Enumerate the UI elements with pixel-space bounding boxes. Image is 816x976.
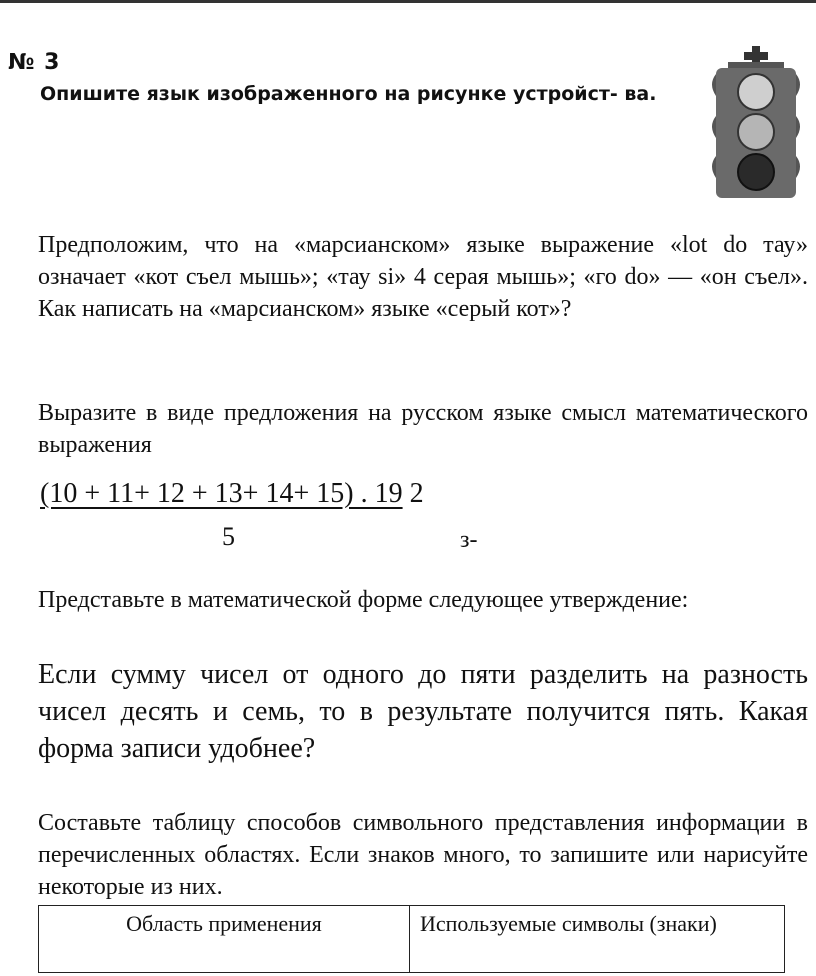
statement-paragraph: Если сумму чисел от одного до пяти разделить на разность чисел десять и семь, то в результате получится пять. Какая форма записи удобнее? xyxy=(38,659,808,764)
table-task-paragraph: Составьте таблицу способов символьного представления информации в перечисленных областях. Если знаков много, то запишите или нарисуйте некоторые из них. xyxy=(38,810,808,900)
formula-denominator-left: 5 xyxy=(222,522,235,551)
task-prompt: Опишите язык изображенного на рисунке устройст- ва. xyxy=(40,83,657,105)
table-header-symbols: Используемые символы (знаки) xyxy=(410,906,785,973)
formula-suffix: 2 xyxy=(402,478,424,509)
represent-paragraph: Представьте в математической форме следующее утверждение: xyxy=(38,587,689,613)
martian-paragraph: Предположим, что на «марсианском» языке выражение «lot do тау» означает «кот съел мышь»; «тау si» 4 серая мышь»; «го do» — «он съел». Как написать на «марсианском» языке «серый кот»? xyxy=(38,232,808,322)
table-header-row xyxy=(39,906,785,973)
symbols-table xyxy=(38,905,785,973)
math-formula xyxy=(40,478,424,510)
traffic-light-icon xyxy=(706,44,806,200)
table-header-area: Область применения xyxy=(39,906,410,973)
top-rule xyxy=(0,0,816,3)
formula-denominator-right: з- xyxy=(460,527,478,553)
formula-numerator: (10 + 11+ 12 + 13+ 14+ 15) . 19 xyxy=(40,478,403,509)
express-paragraph: Выразите в виде предложения на русском языке смысл математического выражения xyxy=(38,400,808,458)
task-number: № 3 xyxy=(8,50,61,75)
